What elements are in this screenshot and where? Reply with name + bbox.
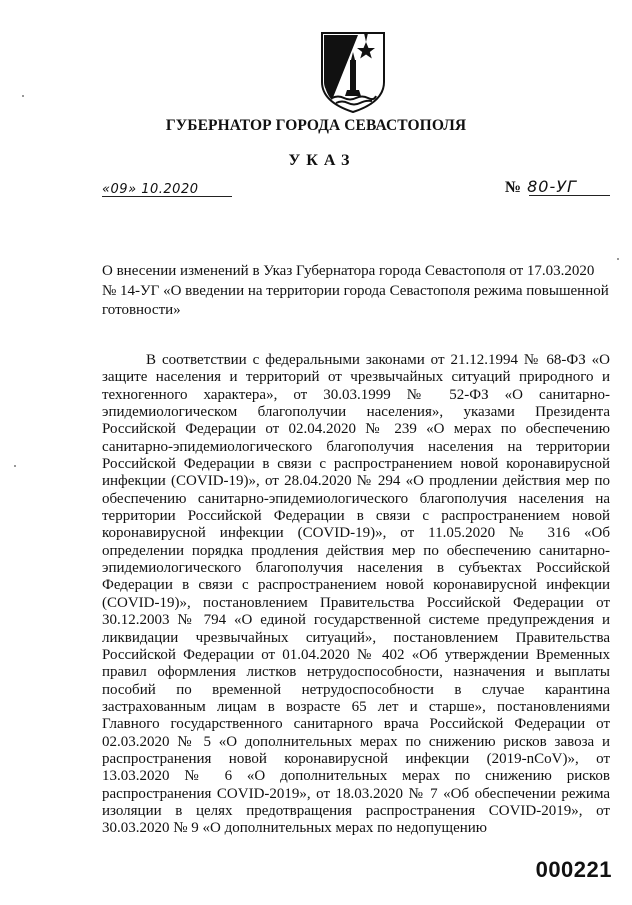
document-type-title: УКАЗ: [288, 152, 356, 169]
scan-speck: [14, 465, 16, 467]
issuing-authority: ГУБЕРНАТОР ГОРОДА СЕВАСТОПОЛЯ: [165, 117, 467, 134]
coat-of-arms-icon: [318, 30, 388, 114]
scan-speck: [617, 258, 619, 260]
date-handwritten: «09» 10.2020: [102, 182, 199, 197]
serial-number: 000221: [535, 857, 612, 882]
document-date: [102, 180, 232, 200]
document-subject: О внесении изменений в Указ Губернатора города Севастополя от 17.03.2020 № 14-УГ «О введении на территории города Севастополя режима повышенной готовности»: [102, 263, 609, 318]
number-underline: [529, 195, 610, 196]
number-sign: №: [505, 179, 522, 196]
body-paragraph: В соответствии с федеральными законами от 21.12.1994 № 68-ФЗ «О защите населения и территорий от чрезвычайных ситуаций природного и техногенного характера», от 30.03.1999 № 52-ФЗ «О санитарно-эпидемиологическом благополучии населения», указами Президента Российской Федерации от 02.04.2020 № 239 «О мерах по обеспечению санитарно-эпидемиологического благополучия населения на территории Российской Федерации в связи с распространением новой коронавирусной инфекции (COVID-19)», от 28.04.2020 № 294 «О продлении действия мер по обеспечению санитарно-эпидемиологического благополучия населения на территории Российской Федерации в связи с распространением новой коронавирусной инфекции (COVID-19)», от 11.05.2020 № 316 «Об определении порядка продления действия мер по обеспечению санитарно-эпидемиологического благополучия населения в субъектах Российской Федерации в связи с распространением новой коронавирусной инфекции (COVID-19)», постановлением Правительства Российской Федерации от 30.12.2003 № 794 «О единой государственной системе предупреждения и ликвидации чрезвычайных ситуаций», постановлением Правительства Российской Федерации от 01.04.2020 № 402 «Об утверждении Временных правил оформления листков нетрудоспособности, назначения и выплаты пособий по временной нетрудоспособности в случае карантина застрахованным лицам в возрасте 65 лет и старше», постановлениями Главного государственного санитарного врача Российской Федерации от 02.03.2020 № 5 «О дополнительных мерах по снижению рисков завоза и распространения новой коронавирусной инфекции (2019-nCoV)», от 13.03.2020 № 6 «О дополнительных мерах по снижению рисков распространения COVID-2019», от 18.03.2020 № 7 «Об обеспечении режима изоляции в целях предотвращения распространения COVID-2019», от 30.03.2020 № 9 «О дополнительных мерах по недопущению: [102, 352, 610, 837]
scan-speck: [22, 95, 24, 97]
document-number: [505, 177, 610, 199]
date-underline: [102, 196, 232, 197]
number-handwritten: 80-УГ: [527, 177, 577, 196]
